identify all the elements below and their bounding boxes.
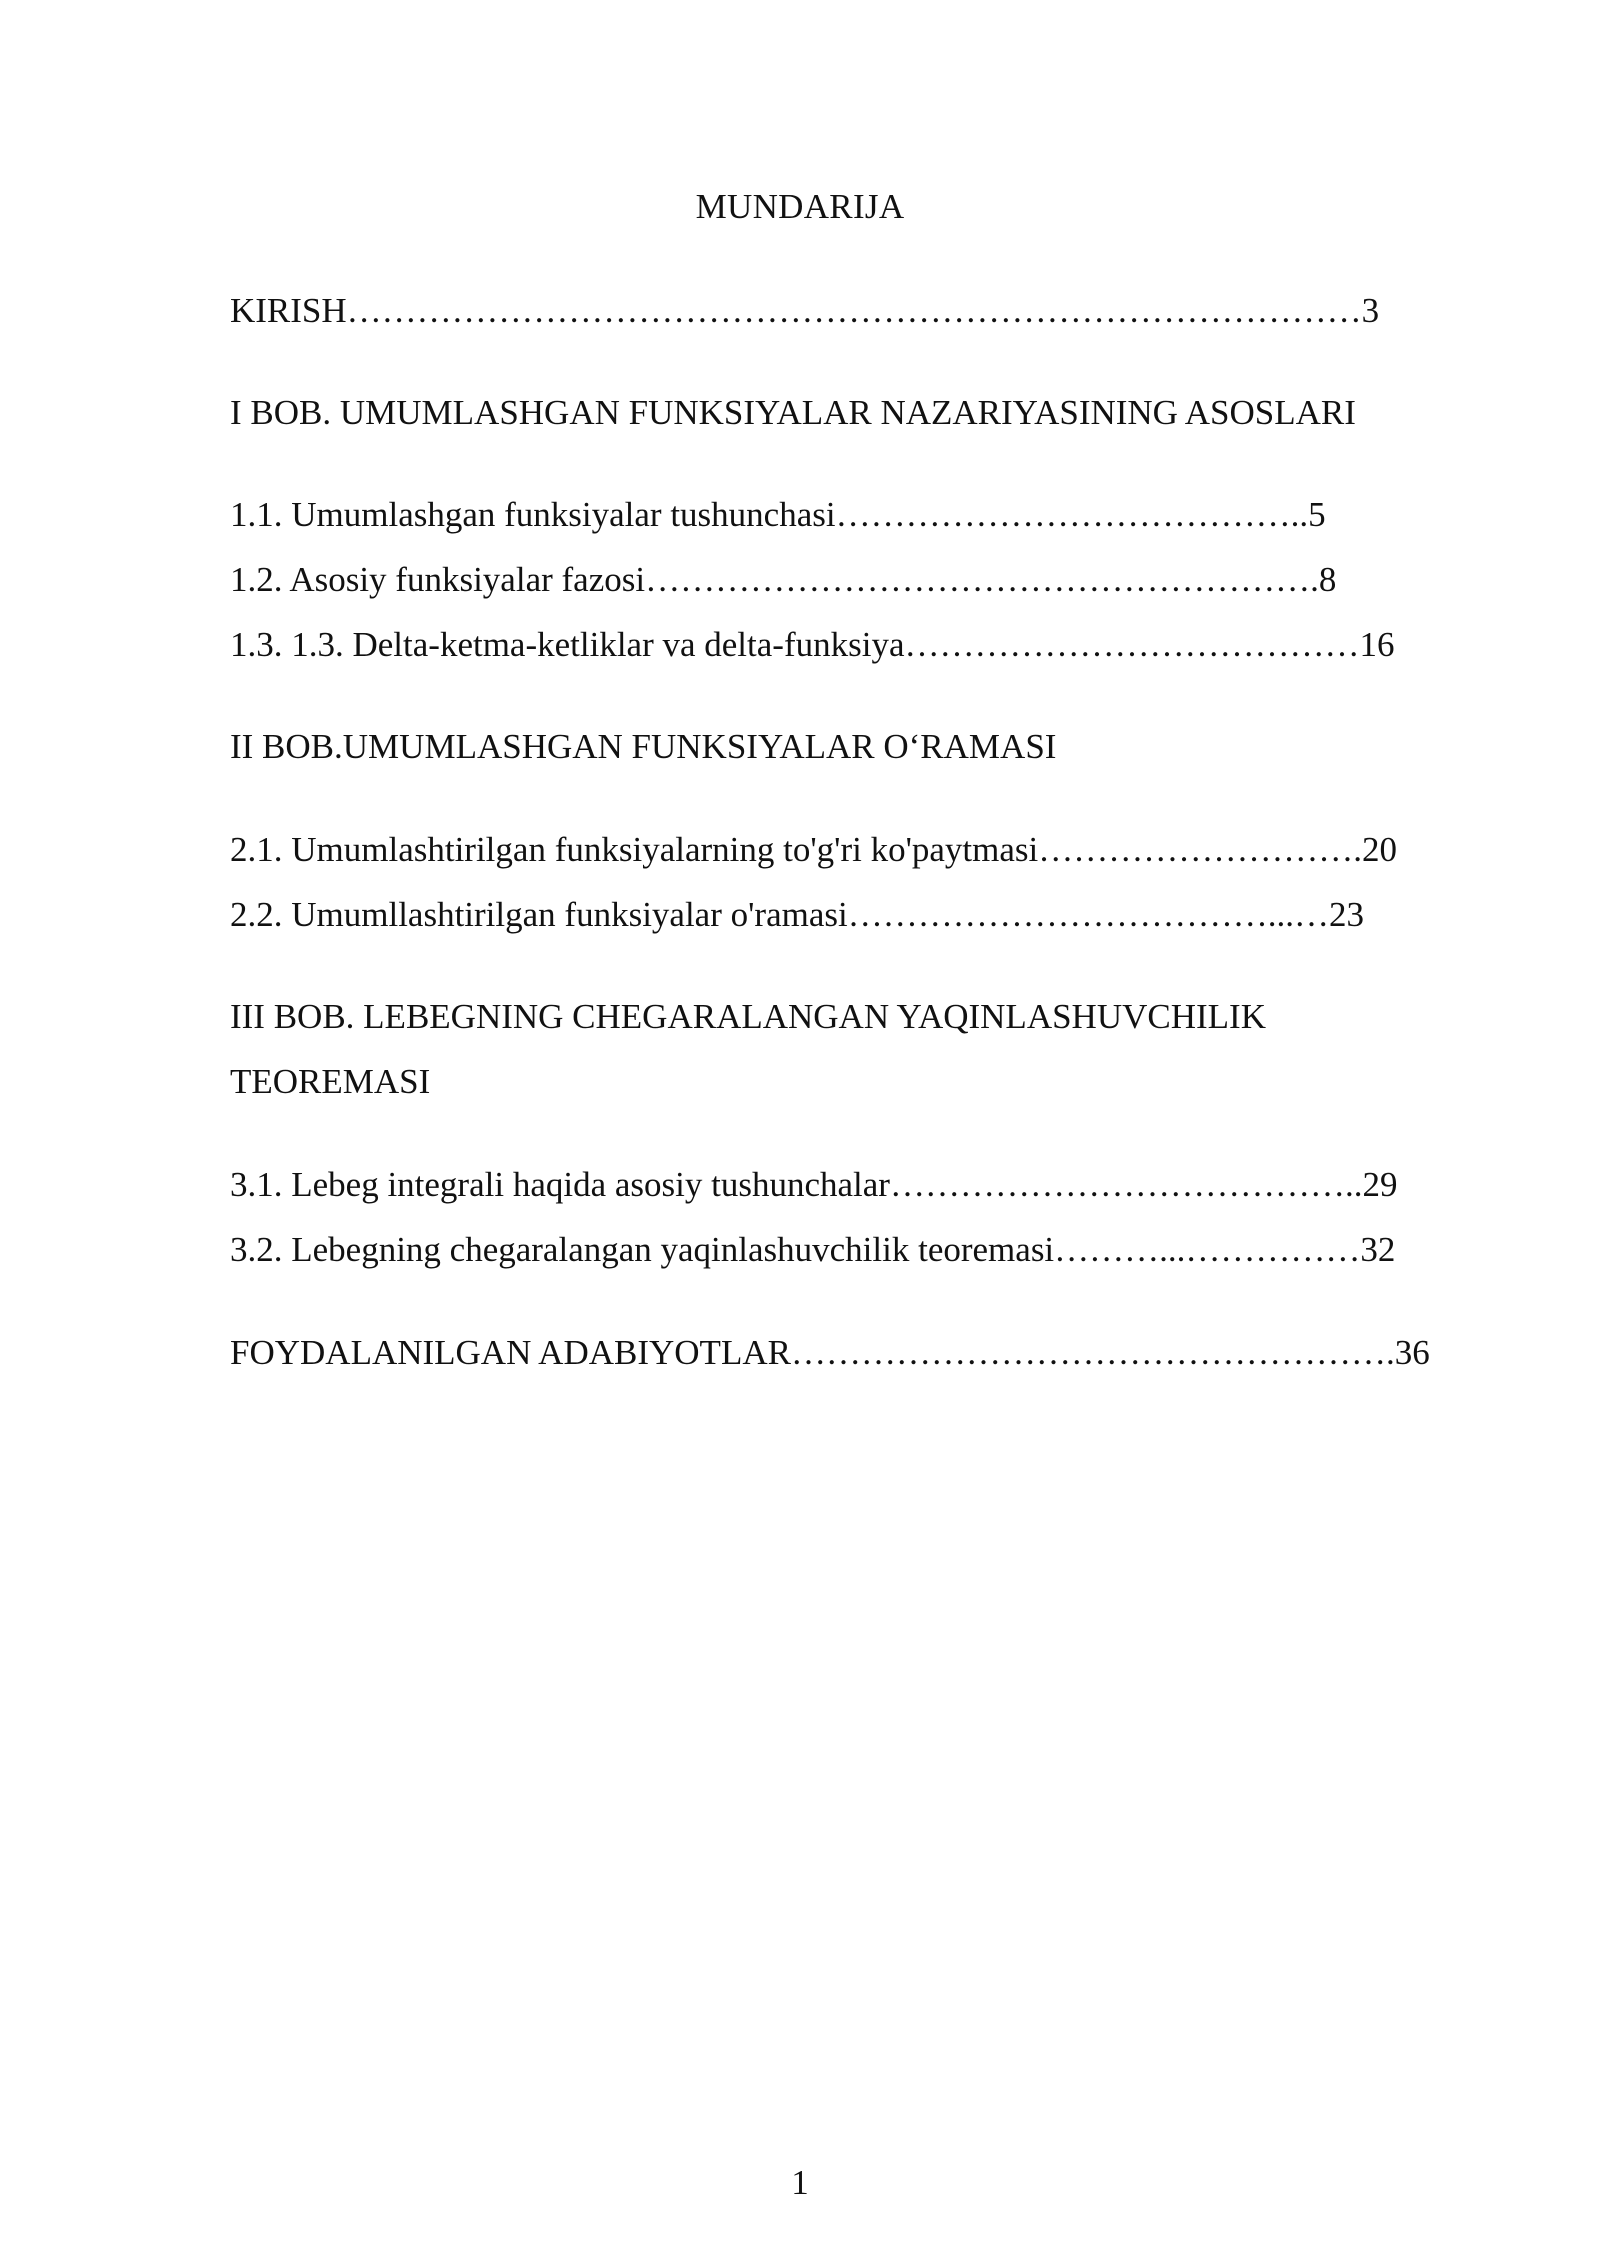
toc-entry-1-1: 1.1. Umumlashgan funksiyalar tushunchasi…………………………………..5 [230,495,1326,534]
toc-entry-references: FOYDALANILGAN ADABIYOTLAR…………………………………………….36 [230,1333,1430,1372]
toc-entry-intro: KIRISH……………………………………………………………………………3 [230,291,1380,330]
page-number: 1 [791,2163,809,2202]
toc-entry-2-2: 2.2. Umumllashtirilgan funksiyalar o'ramasi………………………………...…23 [230,895,1364,934]
toc-chapter-2-heading: II BOB.UMUMLASHGAN FUNKSIYALAR O‘RAMASI [230,727,1057,766]
toc-chapter-3-heading-line1: III BOB. LEBEGNING CHEGARALANGAN YAQINLASHUVCHILIK [230,997,1266,1036]
toc-title: MUNDARIJA [695,187,905,226]
toc-entry-3-2: 3.2. Lebegning chegaralangan yaqinlashuvchilik teoremasi………...……………32 [230,1230,1396,1269]
toc-entry-2-1: 2.1. Umumlashtirilgan funksiyalarning to'g'ri ko'paytmasi……………………….20 [230,830,1397,869]
toc-entry-1-2: 1.2. Asosiy funksiyalar fazosi………………………………………………….8 [230,560,1337,599]
toc-entry-1-3: 1.3. 1.3. Delta-ketma-ketliklar va delta-funksiya…………………………………16 [230,625,1395,664]
toc-entry-3-1: 3.1. Lebeg integrali haqida asosiy tushunchalar…………………………………..29 [230,1165,1398,1204]
toc-chapter-3-heading-line2: TEOREMASI [230,1062,431,1101]
toc-chapter-1-heading: I BOB. UMUMLASHGAN FUNKSIYALAR NAZARIYASINING ASOSLARI [230,393,1356,432]
